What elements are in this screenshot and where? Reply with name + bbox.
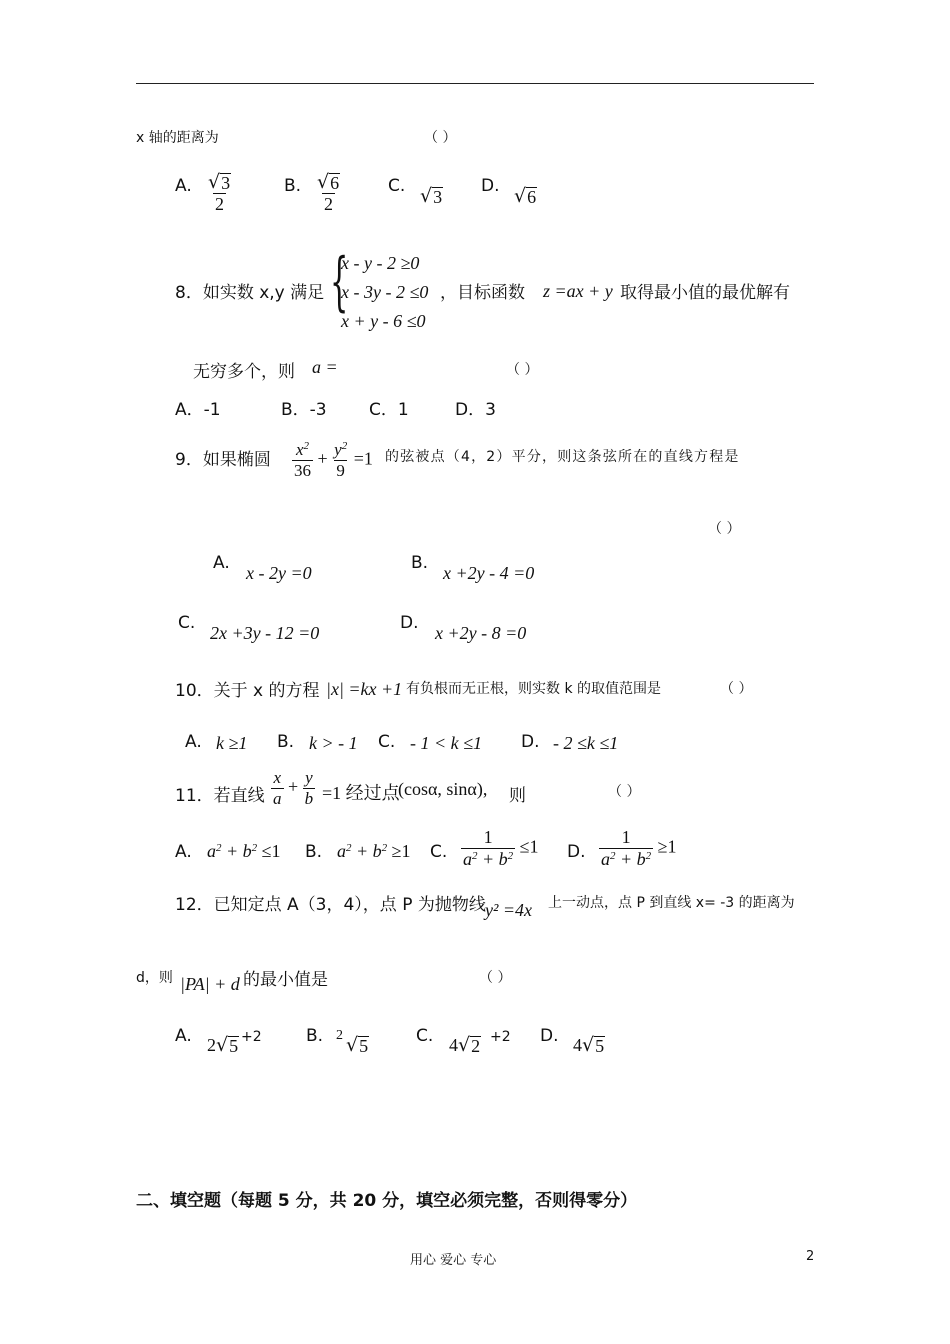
q12-parabola: y² =4x	[485, 900, 533, 920]
q12-opt-b-val: √ 5	[346, 1034, 369, 1056]
q7-tail: x 轴的距离为	[136, 130, 219, 146]
q10-opt-b-label: B.	[277, 732, 295, 752]
q9-ellipse-eq: $\frac{x^2}{36}$ + $\frac{y^2}{9}$ =1	[294, 440, 373, 480]
q10-opt-d-val: - 2 ≤k ≤1	[553, 733, 619, 753]
q12-opt-b-label: B.	[306, 1026, 324, 1046]
q10-eq: |x| =kx +1	[326, 679, 403, 699]
q9-opt-b-label: B.	[411, 553, 429, 573]
section-2-heading: 二、填空题（每题 5 分，共 20 分，填空必须完整，否则得零分）	[136, 1191, 638, 1211]
q12-opt-a-plus: +2	[241, 1029, 262, 1045]
q12-opt-c-val: 4 √ 2	[449, 1034, 481, 1056]
q12-opt-d-label: D.	[540, 1026, 559, 1046]
q12-line2: d，则	[136, 970, 173, 986]
q11-opt-c-val: $\frac{1}{a^2 + b^2}$ ≤1	[463, 827, 539, 869]
q11-tail: 则	[509, 786, 526, 806]
q8-mid: ，目标函数	[440, 283, 525, 303]
footer-center: 用心 爱心 专心	[410, 1253, 497, 1268]
q10-opt-a-label: A.	[185, 732, 202, 752]
q12-line2-tail: 的最小值是	[243, 970, 328, 990]
q8-opt-b: B．-3	[281, 400, 327, 420]
q8-brace: {	[330, 245, 349, 319]
q8-ineq-1: x - y - 2 ≥0	[341, 253, 420, 273]
q9-lead: 9．如果椭圆	[175, 450, 271, 470]
q11-opt-b-label: B.	[305, 842, 323, 862]
q7-opt-a-value: √ 3 2	[208, 171, 231, 214]
q8-ineq-3: x + y - 6 ≤0	[341, 311, 426, 331]
q11-opt-b-val: $a^2 + b^2 \ge 1$	[337, 841, 411, 861]
q8-paren: （ ）	[506, 362, 539, 378]
q10-opt-a-val: k ≥1	[216, 733, 248, 753]
q7-opt-b-label: B.	[284, 176, 302, 196]
page-number: 2	[806, 1249, 815, 1264]
q8-a: a =	[312, 357, 338, 377]
q12-opt-b-coef: 2	[336, 1028, 343, 1043]
q12-opt-a-val: 2 √ 5	[207, 1034, 239, 1056]
q8-opt-c: C．1	[369, 400, 409, 420]
q8-line2: 无穷多个，则	[193, 362, 295, 382]
q10-opt-c-label: C.	[378, 732, 396, 752]
q8-ineq-2: x - 3y - 2 ≤0	[341, 282, 429, 302]
q11-opt-c-label: C.	[430, 842, 448, 862]
q12-lead: 12．已知定点 A（3，4），点 P 为抛物线	[175, 895, 486, 915]
q9-opt-a-eq: x - 2y =0	[246, 563, 312, 583]
q10-lead: 10．关于 x 的方程	[175, 681, 320, 701]
q11-lead: 11．若直线	[175, 786, 265, 806]
q10-tail: 有负根而无正根，则实数 k 的取值范围是	[406, 681, 662, 697]
q12-paren: （ ）	[479, 970, 512, 986]
q11-opt-a-label: A.	[175, 842, 192, 862]
q10-opt-c-val: - 1 < k ≤1	[410, 733, 483, 753]
q8-objective: z =ax + y	[543, 281, 613, 301]
q8-lead: 8．如实数 x,y 满足	[175, 283, 325, 303]
q9-opt-d-eq: x +2y - 8 =0	[435, 623, 527, 643]
q7-opt-d-value: √ 6	[514, 185, 537, 207]
q12-opt-d-val: 4 √ 5	[573, 1034, 605, 1056]
q11-paren: （ ）	[608, 784, 641, 800]
q11-opt-d-val: $\frac{1}{a^2 + b^2}$ ≥1	[601, 827, 677, 869]
q7-opt-c-value: √ 3	[420, 185, 443, 207]
q9-opt-d-label: D.	[400, 613, 419, 633]
q8-opt-d: D．3	[455, 400, 496, 420]
q9-opt-c-eq: 2x +3y - 12 =0	[210, 623, 320, 643]
q7-opt-c-label: C.	[388, 176, 406, 196]
q12-opt-c-label: C.	[416, 1026, 434, 1046]
q8-tail: 取得最小值的最优解有	[620, 283, 790, 303]
q11-opt-a-val: $a^2 + b^2 \le 1$	[207, 841, 281, 861]
q9-opt-b-eq: x +2y - 4 =0	[443, 563, 535, 583]
q12-opt-c-plus: +2	[490, 1029, 511, 1045]
q12-opt-a-label: A.	[175, 1026, 192, 1046]
q9-opt-a-label: A.	[213, 553, 230, 573]
q11-mid: =1 经过点	[322, 783, 400, 803]
q10-opt-b-val: k > - 1	[309, 733, 358, 753]
q9-paren: （ ）	[708, 521, 741, 537]
header-rule	[136, 83, 814, 84]
q11-line-eq: $\frac{x}{a}$ + $\frac{y}{b}$	[273, 768, 314, 808]
q7-opt-d-label: D.	[481, 176, 500, 196]
q7-paren: （ ）	[424, 130, 457, 146]
q9-tail: 的弦被点（4，2）平分，则这条弦所在的直线方程是	[385, 449, 740, 465]
q9-opt-c-label: C.	[178, 613, 196, 633]
q12-expr: |PA| + d	[180, 974, 240, 994]
q12-tail: 上一动点，点 P 到直线 x= -3 的距离为	[548, 895, 795, 911]
q7-opt-b-value: √ 6 2	[317, 171, 340, 214]
q11-point: (cosα, sinα),	[398, 779, 488, 799]
q8-opt-a: A．-1	[175, 400, 221, 420]
q7-opt-a-label: A.	[175, 176, 192, 196]
q10-paren: （ ）	[720, 681, 753, 697]
q10-opt-d-label: D.	[521, 732, 540, 752]
q11-opt-d-label: D.	[567, 842, 586, 862]
